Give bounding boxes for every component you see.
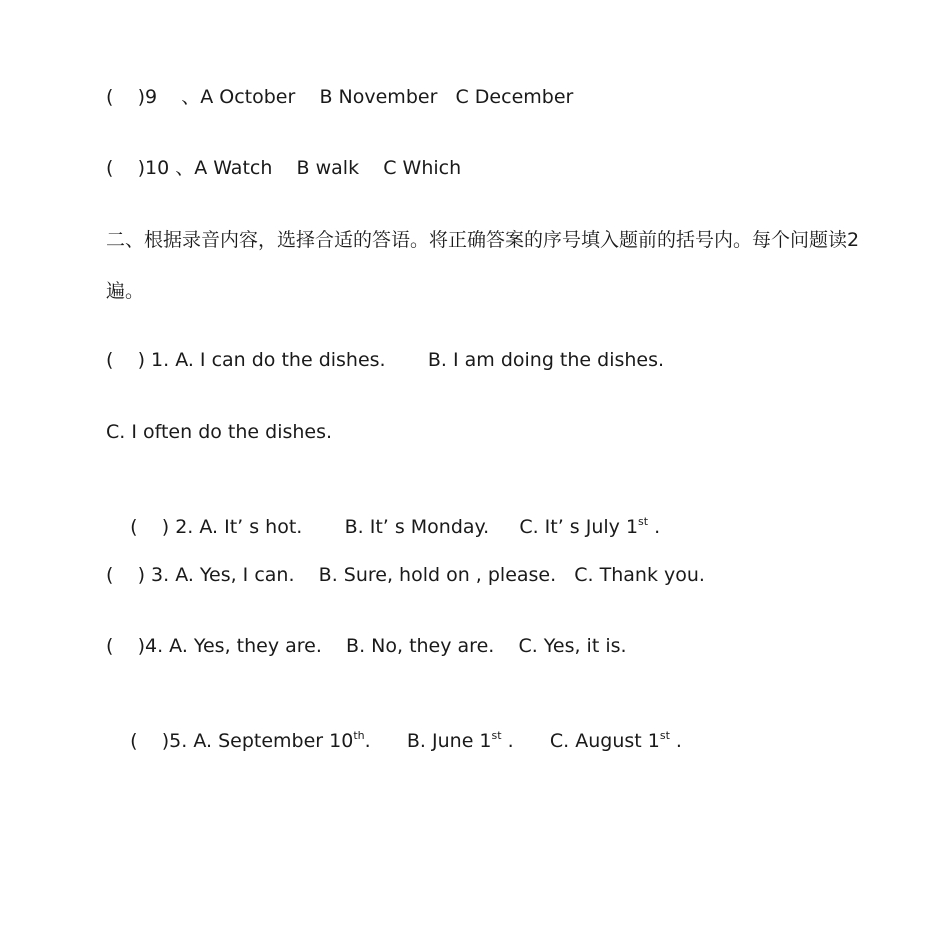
section-2-heading: 二、根据录音内容，选择合适的答语。将正确答案的序号填入题前的括号内。每个问题读2 [106, 229, 860, 251]
question-4-options: ( )4. A. Yes, they are. B. No, they are. C. Yes, it is. [106, 635, 627, 657]
ordinal-suffix: st [638, 515, 649, 528]
question-1-option-c: C. I often do the dishes. [106, 421, 333, 443]
question-1-options: ( ) 1. A. I can do the dishes. B. I am doing the dishes. [106, 349, 665, 371]
ordinal-suffix: st [491, 729, 502, 742]
ordinal-suffix: th [353, 729, 365, 742]
question-5-text-end: . [669, 730, 682, 752]
question-2-text-end: . [648, 516, 661, 538]
section-2-heading-continued: 遍。 [106, 280, 145, 302]
question-9-options: ( )9 、A October B November C December [106, 86, 574, 108]
question-2-text: ( ) 2. A. It’ s hot. B. It’ s Monday. C. It’ s July 1 [130, 516, 639, 538]
question-2-options [106, 491, 660, 563]
question-5-options [106, 705, 682, 777]
question-10-options: ( )10 、A Watch B walk C Which [106, 157, 462, 179]
question-3-options: ( ) 3. A. Yes, I can. B. Sure, hold on , please. C. Thank you. [106, 564, 705, 586]
question-5-text-mid2: . C. August 1 [501, 730, 660, 752]
ordinal-suffix: st [659, 729, 670, 742]
question-5-text-mid: . B. June 1 [364, 730, 492, 752]
question-5-text: ( )5. A. September 10 [130, 730, 354, 752]
